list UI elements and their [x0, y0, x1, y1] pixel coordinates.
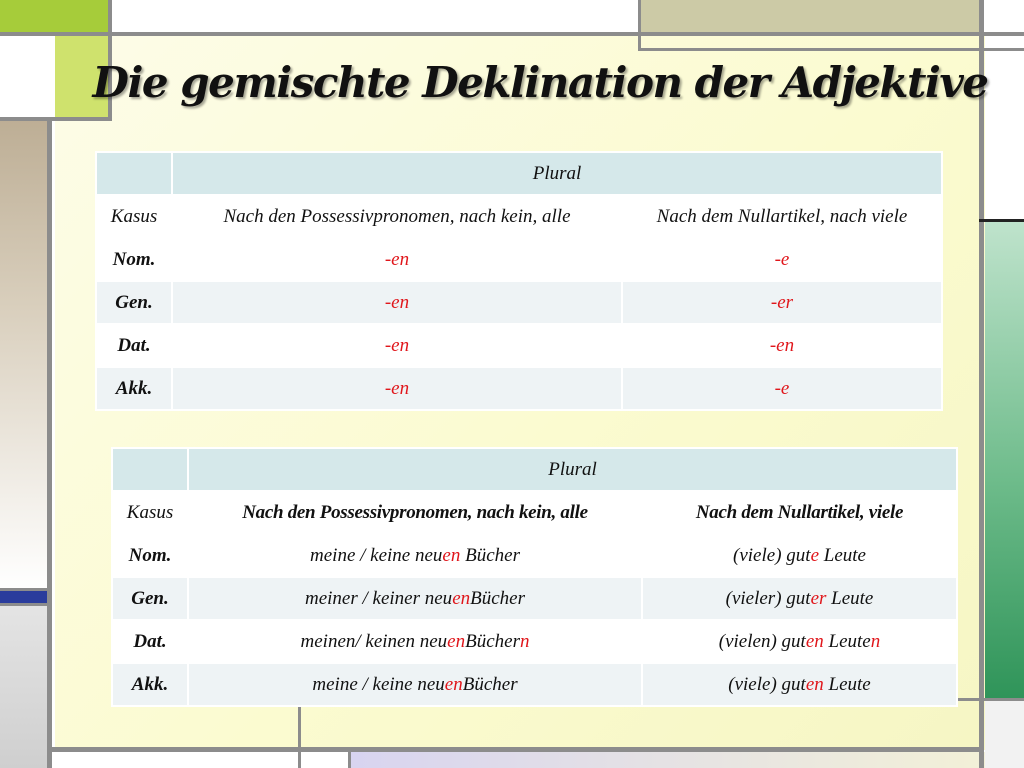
ending-cell: -er [622, 281, 942, 324]
example-text: Leute [826, 587, 874, 609]
table-header-row [112, 448, 957, 491]
example-cell [188, 577, 642, 620]
table-header-row [96, 152, 942, 195]
ending-cell: -en [622, 324, 942, 367]
table-row [96, 281, 942, 324]
ending-highlight: e [810, 544, 819, 566]
example-cell [188, 663, 642, 706]
grid-line [348, 750, 351, 768]
ending-highlight: en [452, 587, 471, 609]
ending-cell: -en [172, 324, 622, 367]
table-row [112, 534, 957, 577]
table-row [96, 238, 942, 281]
grid-line [0, 588, 50, 591]
case-label: Nom. [112, 534, 188, 577]
case-label: Akk. [96, 367, 172, 410]
example-text: meine / keine neu [312, 673, 445, 695]
ending-highlight: n [519, 630, 530, 652]
example-text: (viele) gut [733, 544, 811, 566]
ending-cell: -en [172, 281, 622, 324]
example-text: Leute [823, 630, 871, 652]
example-cell [642, 663, 957, 706]
possessive-column-header: Nach den Possessivpronomen, nach kein, alle [188, 491, 642, 534]
nullartikel-column-header: Nach dem Nullartikel, nach viele [622, 195, 942, 238]
grid-line [638, 48, 1024, 51]
decor-green-gradient-right [985, 222, 1024, 698]
ending-highlight: en [805, 630, 824, 652]
grid-line [298, 698, 301, 768]
example-text: meiner / keiner neu [304, 587, 453, 609]
table-row [96, 324, 942, 367]
grid-line [48, 747, 984, 752]
example-text: Bücher [462, 673, 518, 695]
kasus-header: Kasus [96, 195, 172, 238]
ending-cell: -en [172, 367, 622, 410]
examples-table [111, 447, 958, 707]
example-cell [188, 534, 642, 577]
decor-tan-gradient-left [0, 120, 48, 590]
endings-table [95, 151, 943, 411]
table-row [112, 620, 957, 663]
ending-highlight: en [442, 544, 461, 566]
ending-cell: -e [622, 238, 942, 281]
ending-highlight: en [805, 673, 824, 695]
example-text: Leute [819, 544, 866, 566]
possessive-column-header: Nach den Possessivpronomen, nach kein, alle [172, 195, 622, 238]
decor-gray-block-bottom-right [985, 698, 1024, 768]
example-cell [642, 620, 957, 663]
grid-line [47, 120, 52, 768]
case-label: Dat. [112, 620, 188, 663]
example-text: meine / keine neu [310, 544, 443, 566]
column-header-row [96, 195, 942, 238]
grid-line [0, 117, 112, 121]
kasus-header: Kasus [112, 491, 188, 534]
grid-line [979, 0, 984, 768]
example-text: (vielen) gut [718, 630, 806, 652]
example-cell [642, 534, 957, 577]
table-row [112, 577, 957, 620]
plural-header: Plural [188, 448, 957, 491]
example-cell [642, 577, 957, 620]
case-label: Gen. [96, 281, 172, 324]
example-text: Bücher [465, 630, 520, 652]
case-label: Nom. [96, 238, 172, 281]
example-text: (vieler) gut [725, 587, 811, 609]
ending-highlight: er [810, 587, 827, 609]
decor-lavender-strip-bottom [350, 752, 1024, 768]
ending-cell: -en [172, 238, 622, 281]
column-header-row [112, 491, 957, 534]
nullartikel-column-header: Nach dem Nullartikel, viele [642, 491, 957, 534]
decor-blue-stripe-left [0, 590, 48, 604]
example-text: meinen/ keinen neu [300, 630, 448, 652]
decor-green-block-top-left [0, 0, 110, 34]
grid-line [638, 0, 641, 50]
example-text: Bücher [460, 544, 520, 566]
example-cell [188, 620, 642, 663]
slide-title: Die gemischte Deklination der Adjektive [92, 58, 988, 107]
plural-header: Plural [172, 152, 942, 195]
ending-highlight: n [870, 630, 881, 652]
example-text: Bücher [470, 587, 525, 609]
case-label: Gen. [112, 577, 188, 620]
ending-highlight: en [447, 630, 466, 652]
grid-line [0, 603, 50, 606]
decor-gray-block-left [0, 605, 48, 768]
empty-header-cell [96, 152, 172, 195]
ending-highlight: en [444, 673, 463, 695]
decor-olive-block-top [640, 0, 980, 34]
table-row [112, 663, 957, 706]
grid-line [0, 32, 1024, 36]
case-label: Akk. [112, 663, 188, 706]
ending-cell: -e [622, 367, 942, 410]
example-text: Leute [823, 673, 871, 695]
table-row [96, 367, 942, 410]
grid-line-black [979, 219, 1024, 222]
example-text: (viele) gut [728, 673, 806, 695]
empty-header-cell [112, 448, 188, 491]
case-label: Dat. [96, 324, 172, 367]
